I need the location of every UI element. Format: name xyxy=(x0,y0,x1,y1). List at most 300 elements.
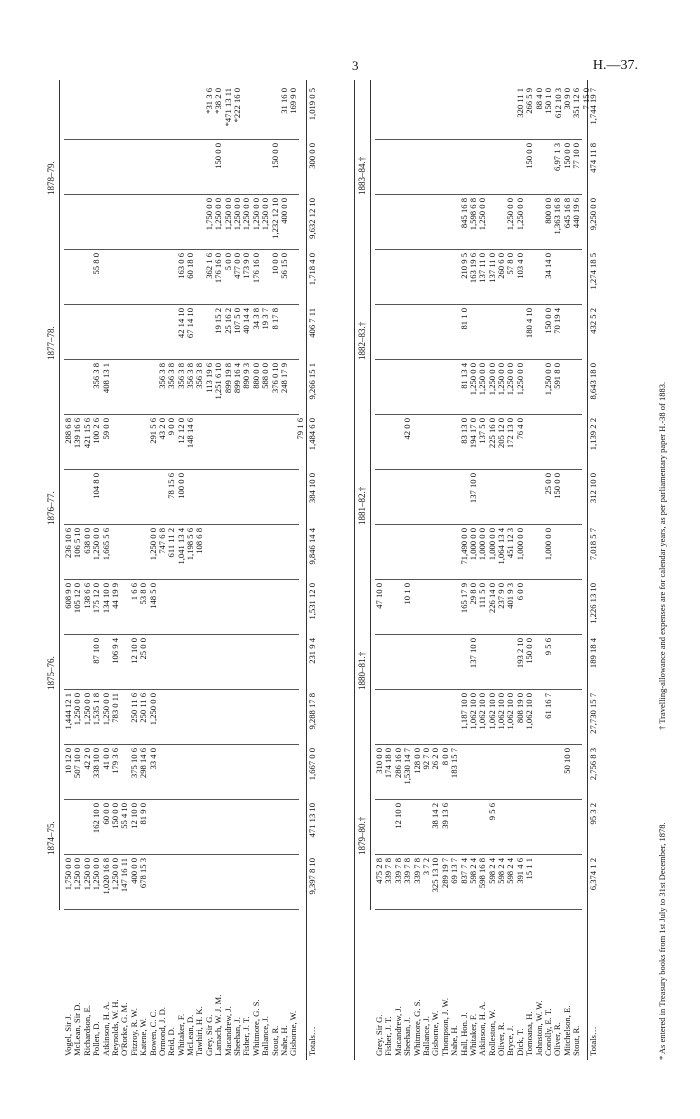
amount-cell xyxy=(224,803,233,854)
amount-cell: 150 0 0 xyxy=(543,308,554,334)
amount-column xyxy=(375,525,582,580)
amount-cell xyxy=(375,198,384,249)
amount-cell xyxy=(460,748,469,799)
member-name: Reid, D. xyxy=(166,1027,177,1056)
amount-cell xyxy=(149,308,158,359)
amount-cell: 1,250 0 0 xyxy=(109,858,120,891)
amount-column xyxy=(375,745,582,800)
amount-cell: 288 6 8 xyxy=(63,418,73,444)
amount-cell xyxy=(64,198,73,249)
amount-cell xyxy=(149,253,158,304)
amount-cell xyxy=(441,473,450,524)
amount-cell: 53 8 0 xyxy=(138,583,149,605)
amount-cell xyxy=(120,253,129,304)
amount-cell: 1,250 0 0 xyxy=(467,363,478,396)
amount-cell xyxy=(525,748,534,799)
amount-cell xyxy=(111,418,120,469)
amount-cell xyxy=(384,198,393,249)
amount-cell xyxy=(450,638,459,689)
amount-cell: 19 3 7 xyxy=(260,308,271,330)
amount-cell xyxy=(375,143,384,194)
amount-cell xyxy=(242,528,251,579)
amount-cell: 339 7 8 xyxy=(411,858,422,884)
amount-cell: 325 13 10 xyxy=(430,858,441,893)
amount-cell xyxy=(460,803,469,854)
amount-cell xyxy=(488,88,497,139)
amount-cell xyxy=(167,748,176,799)
member-name: Grey, Sir G. xyxy=(203,1014,214,1056)
amount-cell xyxy=(177,803,186,854)
amount-cell xyxy=(394,693,403,744)
extra-amount-cell: *471 13 11 xyxy=(222,88,233,127)
amount-cell xyxy=(214,638,223,689)
amount-cell xyxy=(478,308,487,359)
amount-cell xyxy=(139,308,148,359)
member-name: Vogel, Sir J. xyxy=(63,1014,73,1056)
amount-cell xyxy=(572,583,581,634)
amount-cell: 92 7 0 xyxy=(420,748,431,770)
amount-cell xyxy=(224,693,233,744)
amount-cell xyxy=(413,418,422,469)
amount-cell: 42 14 10 xyxy=(175,308,186,339)
member-name: Oliver, R. xyxy=(496,1022,507,1056)
amount-cell xyxy=(233,528,242,579)
amount-cell xyxy=(572,693,581,744)
amount-cell xyxy=(130,473,139,524)
amount-column xyxy=(64,580,299,635)
amount-cell xyxy=(233,858,242,909)
amount-cell: 183 15 7 xyxy=(449,748,460,779)
amount-cell: 899 16 4 xyxy=(232,363,243,394)
amount-cell xyxy=(441,693,450,744)
amount-cell xyxy=(167,638,176,689)
amount-cell xyxy=(130,308,139,359)
member-name: Mitchelson, E. xyxy=(561,1005,572,1056)
extra-amount-cell: 612 10 3 xyxy=(552,88,563,119)
amount-cell: 111 5 0 xyxy=(477,583,488,609)
amount-cell xyxy=(158,693,167,744)
amount-cell xyxy=(73,308,82,359)
amount-cell xyxy=(167,143,176,194)
amount-cell: 67 14 10 xyxy=(185,308,196,339)
total-value: 95 3 2 xyxy=(588,803,598,825)
amount-cell xyxy=(64,638,73,689)
amount-cell xyxy=(403,473,412,524)
amount-cell: 1,250 0 0 xyxy=(477,363,488,396)
amount-cell xyxy=(158,198,167,249)
amount-cell xyxy=(149,143,158,194)
member-name: Nahe, H. xyxy=(278,1025,289,1056)
amount-cell: 376 0 10 xyxy=(269,363,280,394)
member-name: Conolly, E. T. xyxy=(543,1008,554,1056)
total-value: 27,730 15 7 xyxy=(588,693,598,734)
amount-cell xyxy=(261,418,270,469)
amount-cell xyxy=(83,88,92,139)
member-name: Ballance, J. xyxy=(260,1016,271,1056)
amount-cell xyxy=(384,528,393,579)
amount-cell xyxy=(563,363,572,414)
total-value: 406 7 11 xyxy=(307,308,317,338)
amount-cell xyxy=(289,198,298,249)
amount-cell xyxy=(242,473,251,524)
extra-amount-cell: 7 15 0 xyxy=(580,88,591,110)
amount-cell xyxy=(149,638,158,689)
amount-cell xyxy=(516,473,525,524)
amount-cell xyxy=(195,803,204,854)
amount-cell xyxy=(102,308,111,359)
amount-cell: 106 5 10 xyxy=(72,528,83,559)
amount-cell: 1,250 0 0 xyxy=(81,693,92,726)
member-name: Fisher, J. T. xyxy=(241,1016,252,1056)
amount-cell: 598 2 4 xyxy=(467,858,478,884)
amount-cell: 33 4 0 xyxy=(147,748,158,770)
amount-cell: 1,198 5 6 xyxy=(185,528,196,561)
amount-cell: 1,250 0 0 xyxy=(72,693,83,726)
amount-column xyxy=(64,360,299,415)
amount-cell: 356 3 8 xyxy=(175,363,186,389)
extra-amount-cell: 88 4 0 xyxy=(533,88,544,110)
amount-cell xyxy=(242,143,251,194)
amount-cell: 1,250 0 0 xyxy=(241,198,252,231)
amount-column xyxy=(375,470,582,525)
period-label: 1874–75. xyxy=(46,821,56,855)
amount-cell: 60 18 0 xyxy=(185,253,196,279)
amount-cell: 598 2 4 xyxy=(486,858,497,884)
member-name: Gisborne, W. xyxy=(430,1010,441,1056)
extra-amount-cell: *222 16 0 xyxy=(232,88,243,123)
amount-cell: 106 9 4 xyxy=(109,638,120,664)
amount-cell xyxy=(233,583,242,634)
amount-cell: 588 0 0 xyxy=(260,363,271,389)
amount-cell xyxy=(280,803,289,854)
amount-cell xyxy=(535,418,544,469)
amount-cell: 150 0 0 xyxy=(213,143,224,169)
amount-column xyxy=(64,690,299,745)
amount-cell xyxy=(394,308,403,359)
amount-cell xyxy=(525,473,534,524)
amount-cell: 1,250 0 0 xyxy=(250,198,261,231)
totals-row xyxy=(587,80,600,1060)
amount-cell: 356 3 8 xyxy=(156,363,167,389)
amount-cell: 47 10 0 xyxy=(374,583,384,609)
amount-cell xyxy=(83,308,92,359)
amount-cell: 800 0 0 xyxy=(543,198,554,224)
amount-cell: 1,232 12 10 xyxy=(269,198,280,239)
amount-cell: 100 0 0 xyxy=(175,473,186,499)
amount-cell xyxy=(375,638,384,689)
amount-cell xyxy=(139,198,148,249)
amount-column xyxy=(64,415,299,470)
amount-cell xyxy=(460,88,469,139)
amount-cell xyxy=(195,473,204,524)
amount-cell: 1,750 0 0 xyxy=(203,198,214,231)
amount-cell xyxy=(289,693,298,744)
member-name: Sheehan, J. xyxy=(232,1017,243,1056)
amount-cell xyxy=(289,638,298,689)
amount-cell xyxy=(488,638,497,689)
amount-cell xyxy=(384,418,393,469)
amount-cell xyxy=(177,638,186,689)
amount-cell: 83 13 0 xyxy=(458,418,469,444)
amount-column xyxy=(64,305,299,360)
amount-cell: 356 3 8 xyxy=(166,363,177,389)
amount-cell: 1,000 0 0 xyxy=(543,528,554,561)
amount-cell xyxy=(252,858,261,909)
amount-cell: 1,250 0 0 xyxy=(514,198,525,231)
amount-cell xyxy=(478,88,487,139)
total-value: 9,266 15 1 xyxy=(307,363,317,400)
member-name: Ballance, J. xyxy=(420,1016,431,1056)
amount-cell: 408 13 1 xyxy=(100,363,111,394)
amount-cell xyxy=(394,88,403,139)
amount-cell xyxy=(261,693,270,744)
amount-column xyxy=(64,745,299,800)
amount-cell xyxy=(563,803,572,854)
period-label: 1878–79. xyxy=(46,161,56,195)
amount-cell xyxy=(205,748,214,799)
amount-cell xyxy=(441,638,450,689)
amount-column xyxy=(375,800,582,855)
total-value: 1,274 18 5 xyxy=(588,253,598,290)
amount-cell xyxy=(224,583,233,634)
total-value: 1,484 6 0 xyxy=(307,418,317,451)
extra-amount-cell: 30 9 0 xyxy=(561,88,572,110)
amount-cell xyxy=(224,858,233,909)
amount-cell xyxy=(544,803,553,854)
amount-cell xyxy=(186,803,195,854)
amount-cell: 1,187 10 0 xyxy=(458,693,469,730)
amount-cell xyxy=(102,253,111,304)
amount-cell xyxy=(64,363,73,414)
amount-cell: 475 2 8 xyxy=(374,858,384,884)
amount-cell: 611 11 2 xyxy=(166,528,177,558)
amount-cell xyxy=(186,143,195,194)
amount-cell xyxy=(64,308,73,359)
amount-cell: 8 17 8 xyxy=(269,308,280,330)
amount-cell: 400 0 0 xyxy=(128,858,139,884)
amount-column xyxy=(375,580,582,635)
amount-cell xyxy=(158,143,167,194)
amount-cell: 1,250 0 0 xyxy=(147,528,158,561)
amount-cell xyxy=(195,693,204,744)
amount-cell: 150 0 0 xyxy=(524,638,535,664)
amount-cell: 1,250 0 0 xyxy=(505,363,516,396)
amount-cell xyxy=(261,583,270,634)
extra-amount-cell: *31 3 6 xyxy=(204,88,214,114)
amount-cell xyxy=(460,143,469,194)
member-name: Hall, Hon. J. xyxy=(458,1012,469,1056)
amount-cell: 1,251 6 10 xyxy=(213,363,224,400)
amount-cell: 1,062 10 0 xyxy=(496,693,507,730)
amount-cell: 747 6 8 xyxy=(156,528,167,554)
amount-cell xyxy=(403,143,412,194)
amount-cell xyxy=(394,528,403,579)
amount-cell xyxy=(553,803,562,854)
period-label: 1883–84.† xyxy=(357,156,367,195)
amount-cell xyxy=(375,803,384,854)
amount-cell xyxy=(149,803,158,854)
amount-cell xyxy=(195,308,204,359)
amount-cell: 477 0 0 xyxy=(232,253,243,279)
amount-cell xyxy=(403,638,412,689)
amount-cell: 1,250 0 0 xyxy=(477,198,488,231)
amount-cell: 103 4 0 xyxy=(514,253,525,279)
amount-cell xyxy=(111,253,120,304)
amount-cell xyxy=(488,473,497,524)
amount-cell xyxy=(488,143,497,194)
total-value: 8,643 18 0 xyxy=(588,363,598,400)
amount-cell: 1,062 10 0 xyxy=(524,693,535,730)
amount-cell xyxy=(205,858,214,909)
amount-cell: 108 6 8 xyxy=(194,528,205,554)
amount-cell xyxy=(544,858,553,909)
amount-cell xyxy=(111,198,120,249)
amount-cell xyxy=(572,418,581,469)
amount-cell xyxy=(252,473,261,524)
amount-cell xyxy=(553,528,562,579)
member-name: Katene, W. xyxy=(138,1018,149,1056)
amount-cell: 356 3 8 xyxy=(185,363,196,389)
amount-cell xyxy=(261,638,270,689)
amount-cell: 137 5 0 xyxy=(477,418,488,444)
amount-cell: 43 2 0 xyxy=(156,418,167,440)
amount-cell xyxy=(450,143,459,194)
amount-cell: 1,250 0 0 xyxy=(486,363,497,396)
amount-cell: 237 9 0 xyxy=(496,583,507,609)
amount-cell: 421 15 6 xyxy=(81,418,92,449)
amount-cell xyxy=(394,143,403,194)
amount-cell xyxy=(488,198,497,249)
amount-cell xyxy=(289,363,298,414)
amount-cell: 3 7 2 xyxy=(420,858,431,876)
amount-cell xyxy=(506,803,515,854)
amount-column xyxy=(64,635,299,690)
total-value: 7,018 5 7 xyxy=(588,528,598,561)
amount-cell xyxy=(384,583,393,634)
member-name: Whitaker, F. xyxy=(175,1013,186,1056)
amount-cell xyxy=(563,693,572,744)
amount-cell: 260 6 0 xyxy=(496,253,507,279)
amount-cell xyxy=(177,198,186,249)
amount-cell xyxy=(413,253,422,304)
amount-cell xyxy=(261,88,270,139)
amount-cell xyxy=(83,143,92,194)
amount-cell: 150 0 0 xyxy=(524,143,535,169)
amount-cell: 310 0 0 xyxy=(374,748,384,774)
amount-cell: 1,250 0 0 xyxy=(91,858,102,891)
amount-cell: 44 19 9 xyxy=(109,583,120,609)
amount-cell: 1,064 13 4 xyxy=(496,528,507,565)
amount-cell xyxy=(431,638,440,689)
amount-cell xyxy=(394,198,403,249)
member-name: Gisborne, W. xyxy=(288,1010,299,1056)
amount-cell xyxy=(469,308,478,359)
amount-cell xyxy=(384,143,393,194)
amount-cell: 19 15 2 xyxy=(213,308,224,334)
amount-cell xyxy=(186,88,195,139)
amount-cell: 81 13 4 xyxy=(458,363,469,389)
amount-cell: 172 13 0 xyxy=(505,418,516,449)
amount-cell xyxy=(394,638,403,689)
amount-cell xyxy=(205,638,214,689)
amount-cell: 71,490 0 0 xyxy=(458,528,469,565)
member-name: Whitmore, G. S. xyxy=(250,999,261,1056)
amount-cell: 12 12 0 xyxy=(175,418,186,444)
amount-cell: 598 2 4 xyxy=(496,858,507,884)
amount-cell xyxy=(177,143,186,194)
page-number: 3 xyxy=(352,58,359,73)
amount-cell xyxy=(233,143,242,194)
amount-cell xyxy=(261,858,270,909)
total-value: 312 10 0 xyxy=(588,473,598,504)
amount-cell xyxy=(130,198,139,249)
amount-cell xyxy=(506,748,515,799)
amount-cell xyxy=(149,198,158,249)
member-name: Tawhiri, H. K. xyxy=(194,1006,205,1056)
amount-cell xyxy=(375,693,384,744)
amount-column xyxy=(375,415,582,470)
amount-cell xyxy=(111,308,120,359)
amount-cell: 1,250 0 0 xyxy=(81,858,92,891)
amount-cell xyxy=(403,198,412,249)
amount-cell xyxy=(177,858,186,909)
amount-cell xyxy=(413,198,422,249)
amount-cell xyxy=(252,143,261,194)
amount-column xyxy=(375,195,582,250)
total-value: 384 10 0 xyxy=(307,473,317,504)
amount-cell: 1,020 16 8 xyxy=(100,858,111,895)
amount-cell xyxy=(478,638,487,689)
amount-column xyxy=(64,140,299,195)
amount-cell xyxy=(441,143,450,194)
amount-cell xyxy=(497,748,506,799)
amount-cell xyxy=(214,858,223,909)
amount-cell xyxy=(289,418,298,469)
amount-cell xyxy=(450,88,459,139)
amount-cell xyxy=(553,858,562,909)
amount-cell: 176 16 0 xyxy=(213,253,224,284)
amount-cell: 137 10 0 xyxy=(467,638,478,669)
amount-cell: 165 17 9 xyxy=(458,583,469,614)
amount-cell xyxy=(422,473,431,524)
amount-cell xyxy=(167,88,176,139)
amount-cell xyxy=(111,473,120,524)
amount-cell xyxy=(271,858,280,909)
amount-cell xyxy=(525,803,534,854)
amount-cell: 808 19 0 xyxy=(514,693,525,724)
amount-cell xyxy=(478,143,487,194)
member-name: Whitaker, F. xyxy=(467,1013,478,1056)
amount-cell: 148 14 6 xyxy=(185,418,196,449)
amount-cell xyxy=(73,88,82,139)
amount-cell xyxy=(130,528,139,579)
amount-cell xyxy=(431,418,440,469)
member-name: Thompson, J. W. xyxy=(439,997,450,1056)
amount-cell xyxy=(506,308,515,359)
amount-cell xyxy=(289,143,298,194)
amount-cell: 1 6 6 xyxy=(128,583,139,601)
amount-cell xyxy=(413,638,422,689)
amount-cell xyxy=(158,748,167,799)
amount-cell: 1,062 10 0 xyxy=(477,693,488,730)
amount-cell xyxy=(384,638,393,689)
amount-cell xyxy=(120,143,129,194)
amount-cell: 12 10 0 xyxy=(392,803,403,829)
amount-cell xyxy=(375,253,384,304)
total-value: 1,019 0 5 xyxy=(307,88,317,121)
amount-column xyxy=(64,470,299,525)
member-name: Oliver, R. xyxy=(552,1022,563,1056)
